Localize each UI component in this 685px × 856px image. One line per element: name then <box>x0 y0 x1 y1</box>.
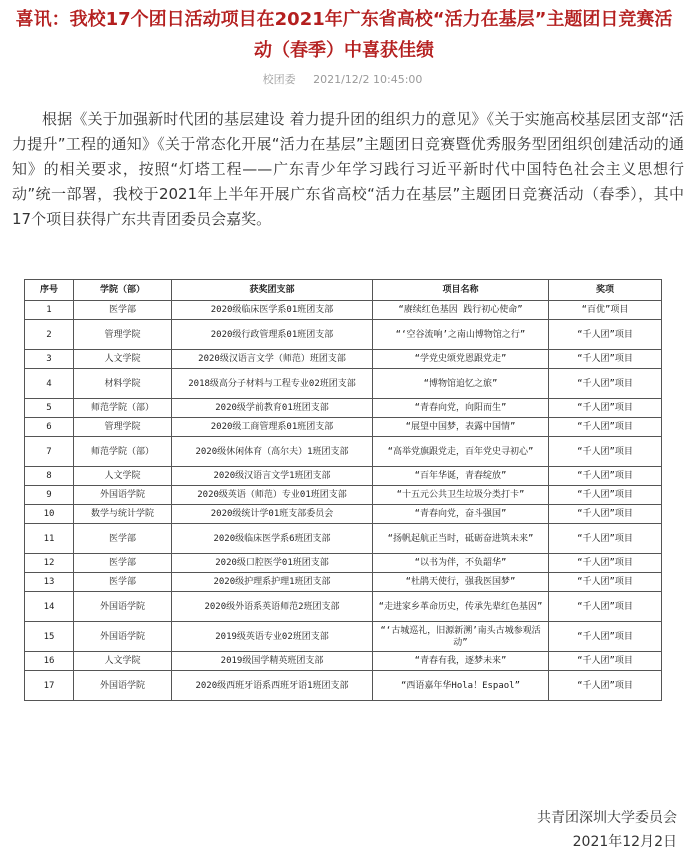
table-row <box>25 437 662 467</box>
row-project: “百年华诞，青春绽放” <box>373 467 549 486</box>
row-college: 师范学院（部） <box>74 437 172 467</box>
row-project: “扬帆起航正当时，砥砺奋进筑未来” <box>373 524 549 554</box>
row-no: 9 <box>25 486 74 505</box>
row-college: 外国语学院 <box>74 671 172 701</box>
row-college: 外国语学院 <box>74 486 172 505</box>
row-no: 8 <box>25 467 74 486</box>
row-branch: 2020级口腔医学01班团支部 <box>172 554 373 573</box>
row-project: “西语嘉年华Hola！Espaol” <box>373 671 549 701</box>
row-branch: 2020级工商管理系01班团支部 <box>172 418 373 437</box>
table-row <box>25 524 662 554</box>
row-no: 4 <box>25 369 74 399</box>
row-no: 13 <box>25 573 74 592</box>
row-project: “青春有我，逐梦未来” <box>373 652 549 671</box>
row-branch: 2020级临床医学系01班团支部 <box>172 301 373 320</box>
table-row <box>25 301 662 320</box>
row-college: 管理学院 <box>74 418 172 437</box>
row-branch: 2020级休闲体育（高尔夫）1班团支部 <box>172 437 373 467</box>
row-award: “千人团”项目 <box>549 622 662 652</box>
article-title: 喜讯：我校17个团日活动项目在2021年广东省高校“活力在基层”主题团日竞赛活动（春季）中喜获佳绩 <box>15 9 673 61</box>
row-no: 6 <box>25 418 74 437</box>
row-college: 数学与统计学院 <box>74 505 172 524</box>
row-award: “千人团”项目 <box>549 437 662 467</box>
row-project: “博物馆追忆之旅” <box>373 369 549 399</box>
row-no: 17 <box>25 671 74 701</box>
row-branch: 2020级英语（师范）专业01班团支部 <box>172 486 373 505</box>
row-branch: 2020级西班牙语系西班牙语1班团支部 <box>172 671 373 701</box>
row-no: 7 <box>25 437 74 467</box>
table-row <box>25 418 662 437</box>
table-row <box>25 671 662 701</box>
row-college: 管理学院 <box>74 320 172 350</box>
row-branch: 2020级汉语言文学1班团支部 <box>172 467 373 486</box>
table-row <box>25 505 662 524</box>
row-no: 14 <box>25 592 74 622</box>
article-meta <box>0 72 685 88</box>
row-award: “千人团”项目 <box>549 652 662 671</box>
table-row <box>25 467 662 486</box>
row-award: “千人团”项目 <box>549 418 662 437</box>
row-college: 材料学院 <box>74 369 172 399</box>
table-row <box>25 554 662 573</box>
row-college: 人文学院 <box>74 467 172 486</box>
row-college: 医学部 <box>74 524 172 554</box>
row-award: “百优”项目 <box>549 301 662 320</box>
table-row <box>25 622 662 652</box>
row-college: 师范学院（部） <box>74 399 172 418</box>
row-branch: 2020级统计学01班支部委员会 <box>172 505 373 524</box>
row-project: “高举党旗跟党走，百年党史寻初心” <box>373 437 549 467</box>
row-project: “赓续红色基因 践行初心使命” <box>373 301 549 320</box>
row-college: 外国语学院 <box>74 622 172 652</box>
signature-date: 2021年12月2日 <box>572 834 677 850</box>
row-award: “千人团”项目 <box>549 671 662 701</box>
row-project: “展望中国梦，表露中国情” <box>373 418 549 437</box>
row-branch: 2020级汉语言文学（师范）班团支部 <box>172 350 373 369</box>
row-no: 10 <box>25 505 74 524</box>
table-row <box>25 399 662 418</box>
row-award: “千人团”项目 <box>549 320 662 350</box>
row-project: “十五元公共卫生垃圾分类打卡” <box>373 486 549 505</box>
row-no: 5 <box>25 399 74 418</box>
row-no: 11 <box>25 524 74 554</box>
table-header-row <box>25 280 662 301</box>
row-project: “‘空谷流响’之南山博物馆之行” <box>373 320 549 350</box>
row-project: “‘古城巡礼，旧源新溯’南头古城参观活动” <box>373 622 549 652</box>
table-row <box>25 369 662 399</box>
row-project: “杜鹃天使行，强我医国梦” <box>373 573 549 592</box>
row-no: 3 <box>25 350 74 369</box>
row-no: 1 <box>25 301 74 320</box>
row-no: 2 <box>25 320 74 350</box>
row-project: “学党史颂党恩跟党走” <box>373 350 549 369</box>
table-row <box>25 320 662 350</box>
signature-block <box>537 806 677 854</box>
row-college: 人文学院 <box>74 652 172 671</box>
row-award: “千人团”项目 <box>549 467 662 486</box>
header-project: 项目名称 <box>373 280 549 301</box>
article-author: 校团委 <box>262 73 296 86</box>
awards-table <box>24 279 662 701</box>
table-row <box>25 350 662 369</box>
row-branch: 2020级行政管理系01班团支部 <box>172 320 373 350</box>
row-college: 医学部 <box>74 573 172 592</box>
row-college: 外国语学院 <box>74 592 172 622</box>
row-no: 15 <box>25 622 74 652</box>
row-branch: 2018级高分子材料与工程专业02班团支部 <box>172 369 373 399</box>
row-award: “千人团”项目 <box>549 592 662 622</box>
row-no: 12 <box>25 554 74 573</box>
row-award: “千人团”项目 <box>549 486 662 505</box>
row-project: “青春向党，向阳而生” <box>373 399 549 418</box>
row-award: “千人团”项目 <box>549 399 662 418</box>
row-no: 16 <box>25 652 74 671</box>
row-award: “千人团”项目 <box>549 524 662 554</box>
row-award: “千人团”项目 <box>549 554 662 573</box>
row-award: “千人团”项目 <box>549 573 662 592</box>
table-row <box>25 486 662 505</box>
row-project: “青春向党，奋斗强国” <box>373 505 549 524</box>
header-college: 学院（部） <box>74 280 172 301</box>
row-award: “千人团”项目 <box>549 350 662 369</box>
row-college: 医学部 <box>74 554 172 573</box>
row-award: “千人团”项目 <box>549 369 662 399</box>
header-branch: 获奖团支部 <box>172 280 373 301</box>
article-datetime: 2021/12/2 10:45:00 <box>313 73 423 86</box>
row-project: “走进家乡革命历史，传承先辈红色基因” <box>373 592 549 622</box>
row-branch: 2020级临床医学系6班团支部 <box>172 524 373 554</box>
table-row <box>25 652 662 671</box>
row-branch: 2020级外语系英语师范2班团支部 <box>172 592 373 622</box>
article-body: 根据《关于加强新时代团的基层建设 着力提升团的组织力的意见》《关于实施高校基层团支部“活力提升”工程的通知》《关于常态化开展“活力在基层”主题团日竞赛暨优秀服务型团组织创建活动的通知》的相关要求，按照“灯塔工程——广东青少年学习践行习近平新时代中国特色社会主义思想行动”统一部署，我校于2021年上半年开展广东省高校“活力在基层”主题团日竞赛活动（春季），其中17个项目获得广东共青团委员会嘉奖。 <box>12 110 684 228</box>
row-branch: 2020级护理系护理1班团支部 <box>172 573 373 592</box>
table-row <box>25 592 662 622</box>
signature-org: 共青团深圳大学委员会 <box>537 810 677 826</box>
header-no: 序号 <box>25 280 74 301</box>
row-award: “千人团”项目 <box>549 505 662 524</box>
row-project: “以书为伴，不负韶华” <box>373 554 549 573</box>
row-branch: 2020级学前教育01班团支部 <box>172 399 373 418</box>
header-award: 奖项 <box>549 280 662 301</box>
row-branch: 2019级英语专业02班团支部 <box>172 622 373 652</box>
row-college: 人文学院 <box>74 350 172 369</box>
row-college: 医学部 <box>74 301 172 320</box>
table-row <box>25 573 662 592</box>
row-branch: 2019级国学精英班团支部 <box>172 652 373 671</box>
